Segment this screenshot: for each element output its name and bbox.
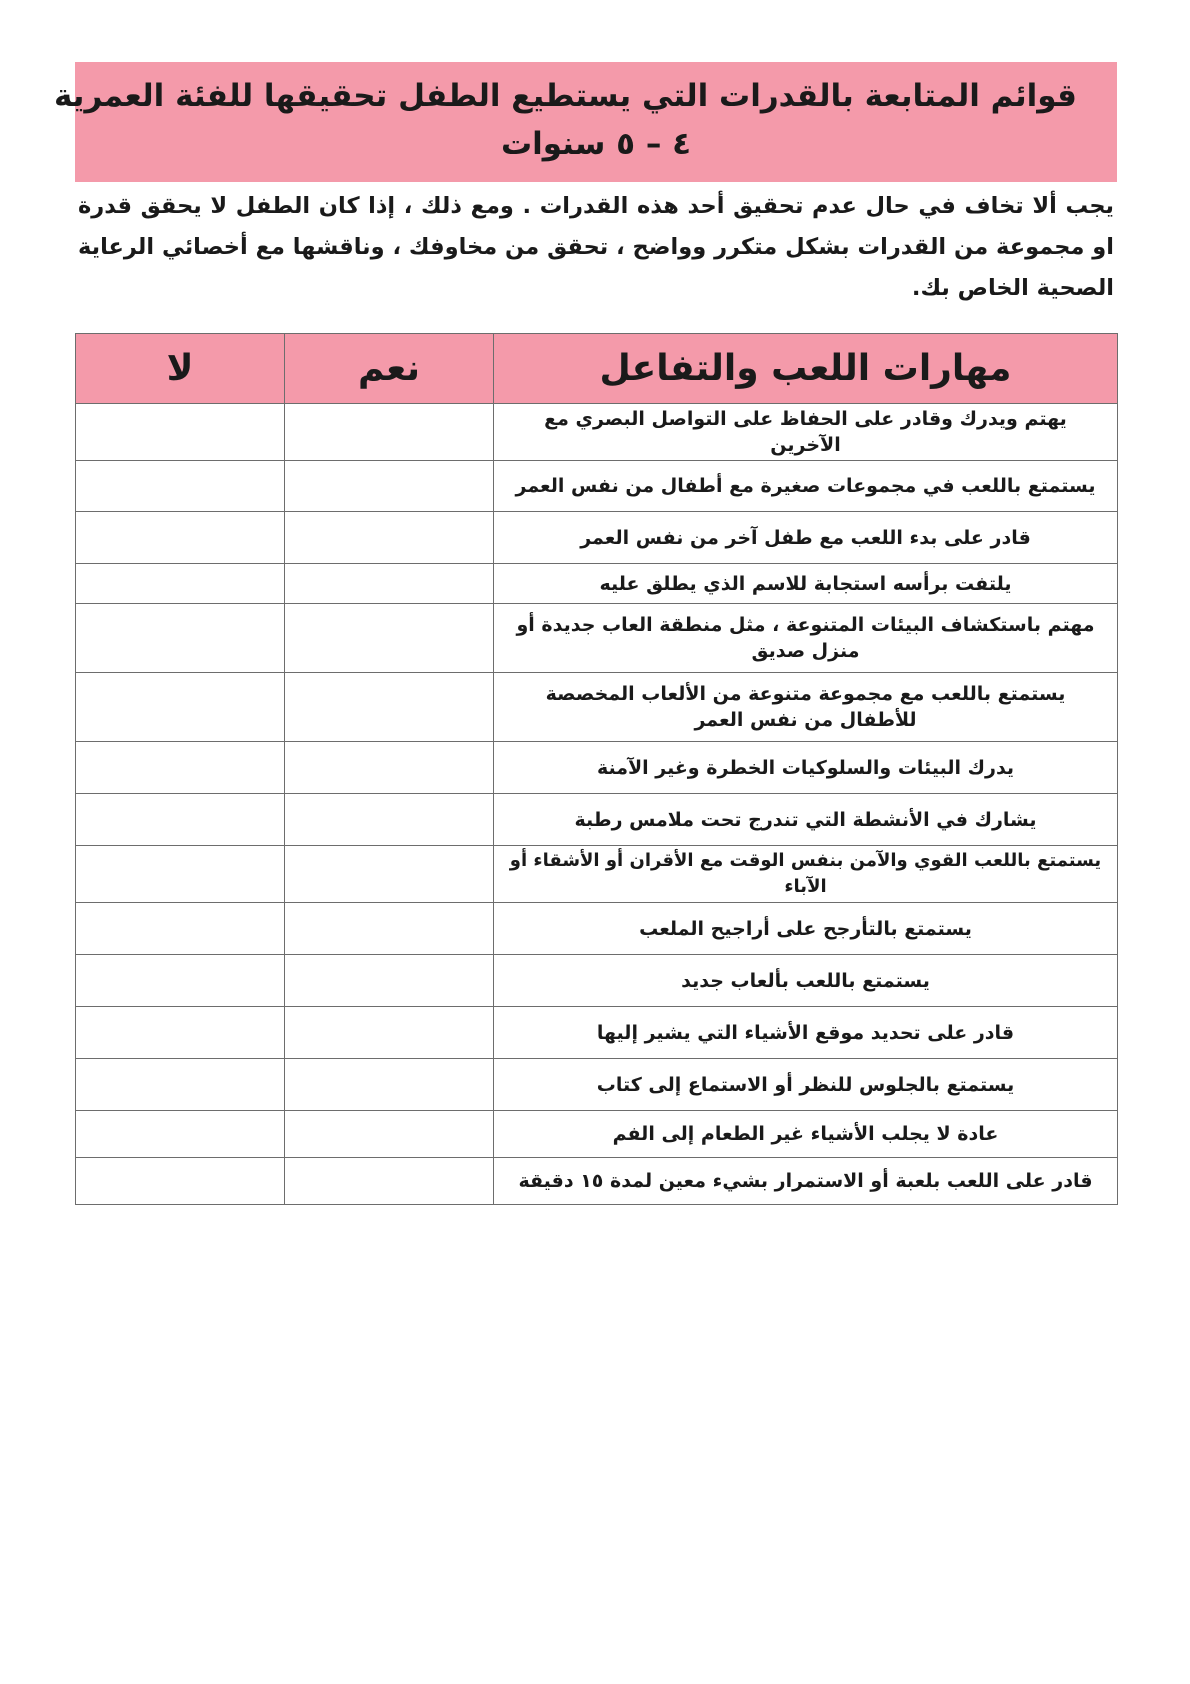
yes-checkbox-cell[interactable]	[285, 1059, 494, 1111]
skill-cell: قادر على اللعب بلعبة أو الاستمرار بشيء معين لمدة ١٥ دقيقة	[494, 1158, 1118, 1205]
table-row	[76, 742, 1118, 794]
table-row	[76, 564, 1118, 604]
header-no: لا	[76, 334, 285, 404]
skill-cell: يشارك في الأنشطة التي تندرج تحت ملامس رطبة	[494, 794, 1118, 846]
yes-checkbox-cell[interactable]	[285, 461, 494, 512]
skills-checklist-table	[75, 333, 1118, 1205]
skill-cell: يستمتع باللعب القوي والآمن بنفس الوقت مع الأقران أو الأشقاء أو الآباء	[494, 846, 1118, 903]
table-row	[76, 794, 1118, 846]
no-checkbox-cell[interactable]	[76, 604, 285, 673]
yes-checkbox-cell[interactable]	[285, 604, 494, 673]
title-banner	[54, 62, 1117, 182]
skill-cell: قادر على بدء اللعب مع طفل آخر من نفس العمر	[494, 512, 1118, 564]
header-skills: مهارات اللعب والتفاعل	[494, 334, 1118, 404]
table-row	[76, 1158, 1118, 1205]
intro-paragraph: يجب ألا تخاف في حال عدم تحقيق أحد هذه القدرات . ومع ذلك ، إذا كان الطفل لا يحقق قدرة او مجموعة من القدرات بشكل متكرر وواضح ، تحقق من مخاوفك ، وناقشها مع أخصائي الرعاية الصحية الخاص بك.	[78, 193, 1114, 301]
skill-cell: يستمتع باللعب مع مجموعة متنوعة من الألعاب المخصصة للأطفال من نفس العمر	[494, 673, 1118, 742]
yes-checkbox-cell[interactable]	[285, 903, 494, 955]
no-checkbox-cell[interactable]	[76, 564, 285, 604]
table-row	[76, 461, 1118, 512]
table-row	[76, 673, 1118, 742]
no-checkbox-cell[interactable]	[76, 1158, 285, 1205]
no-checkbox-cell[interactable]	[76, 903, 285, 955]
skill-cell: عادة لا يجلب الأشياء غير الطعام إلى الفم	[494, 1111, 1118, 1158]
no-checkbox-cell[interactable]	[76, 1007, 285, 1059]
skill-cell: يستمتع بالجلوس للنظر أو الاستماع إلى كتاب	[494, 1059, 1118, 1111]
yes-checkbox-cell[interactable]	[285, 1007, 494, 1059]
table-row	[76, 1059, 1118, 1111]
table-row	[76, 955, 1118, 1007]
yes-checkbox-cell[interactable]	[285, 742, 494, 794]
no-checkbox-cell[interactable]	[76, 512, 285, 564]
yes-checkbox-cell[interactable]	[285, 564, 494, 604]
skill-cell: يستمتع باللعب بألعاب جديد	[494, 955, 1118, 1007]
table-row	[76, 846, 1118, 903]
table-row	[76, 1007, 1118, 1059]
no-checkbox-cell[interactable]	[76, 404, 285, 461]
no-checkbox-cell[interactable]	[76, 846, 285, 903]
skill-cell: قادر على تحديد موقع الأشياء التي يشير إليها	[494, 1007, 1118, 1059]
yes-checkbox-cell[interactable]	[285, 794, 494, 846]
yes-checkbox-cell[interactable]	[285, 1111, 494, 1158]
yes-checkbox-cell[interactable]	[285, 846, 494, 903]
skill-cell: مهتم باستكشاف البيئات المتنوعة ، مثل منطقة العاب جديدة أو منزل صديق	[494, 604, 1118, 673]
table-row	[76, 404, 1118, 461]
table-row	[76, 903, 1118, 955]
no-checkbox-cell[interactable]	[76, 794, 285, 846]
no-checkbox-cell[interactable]	[76, 461, 285, 512]
no-checkbox-cell[interactable]	[76, 673, 285, 742]
skill-cell: يستمتع بالتأرجح على أراجيح الملعب	[494, 903, 1118, 955]
no-checkbox-cell[interactable]	[76, 742, 285, 794]
table-row	[76, 512, 1118, 564]
table-header-row	[76, 334, 1118, 404]
page-title-line-2: ٤ – ٥ سنوات	[500, 126, 692, 162]
page-title-line-1: قوائم المتابعة بالقدرات التي يستطيع الطفل تحقيقها للفئة العمرية	[54, 78, 1077, 114]
yes-checkbox-cell[interactable]	[285, 404, 494, 461]
skill-cell: يستمتع باللعب في مجموعات صغيرة مع أطفال من نفس العمر	[494, 461, 1118, 512]
yes-checkbox-cell[interactable]	[285, 955, 494, 1007]
skill-cell: يهتم ويدرك وقادر على الحفاظ على التواصل البصري مع الآخرين	[494, 404, 1118, 461]
yes-checkbox-cell[interactable]	[285, 673, 494, 742]
skill-cell: يلتفت برأسه استجابة للاسم الذي يطلق عليه	[494, 564, 1118, 604]
no-checkbox-cell[interactable]	[76, 955, 285, 1007]
no-checkbox-cell[interactable]	[76, 1111, 285, 1158]
skill-cell: يدرك البيئات والسلوكيات الخطرة وغير الآمنة	[494, 742, 1118, 794]
no-checkbox-cell[interactable]	[76, 1059, 285, 1111]
yes-checkbox-cell[interactable]	[285, 1158, 494, 1205]
yes-checkbox-cell[interactable]	[285, 512, 494, 564]
header-yes: نعم	[285, 334, 494, 404]
table-row	[76, 604, 1118, 673]
table-row	[76, 1111, 1118, 1158]
